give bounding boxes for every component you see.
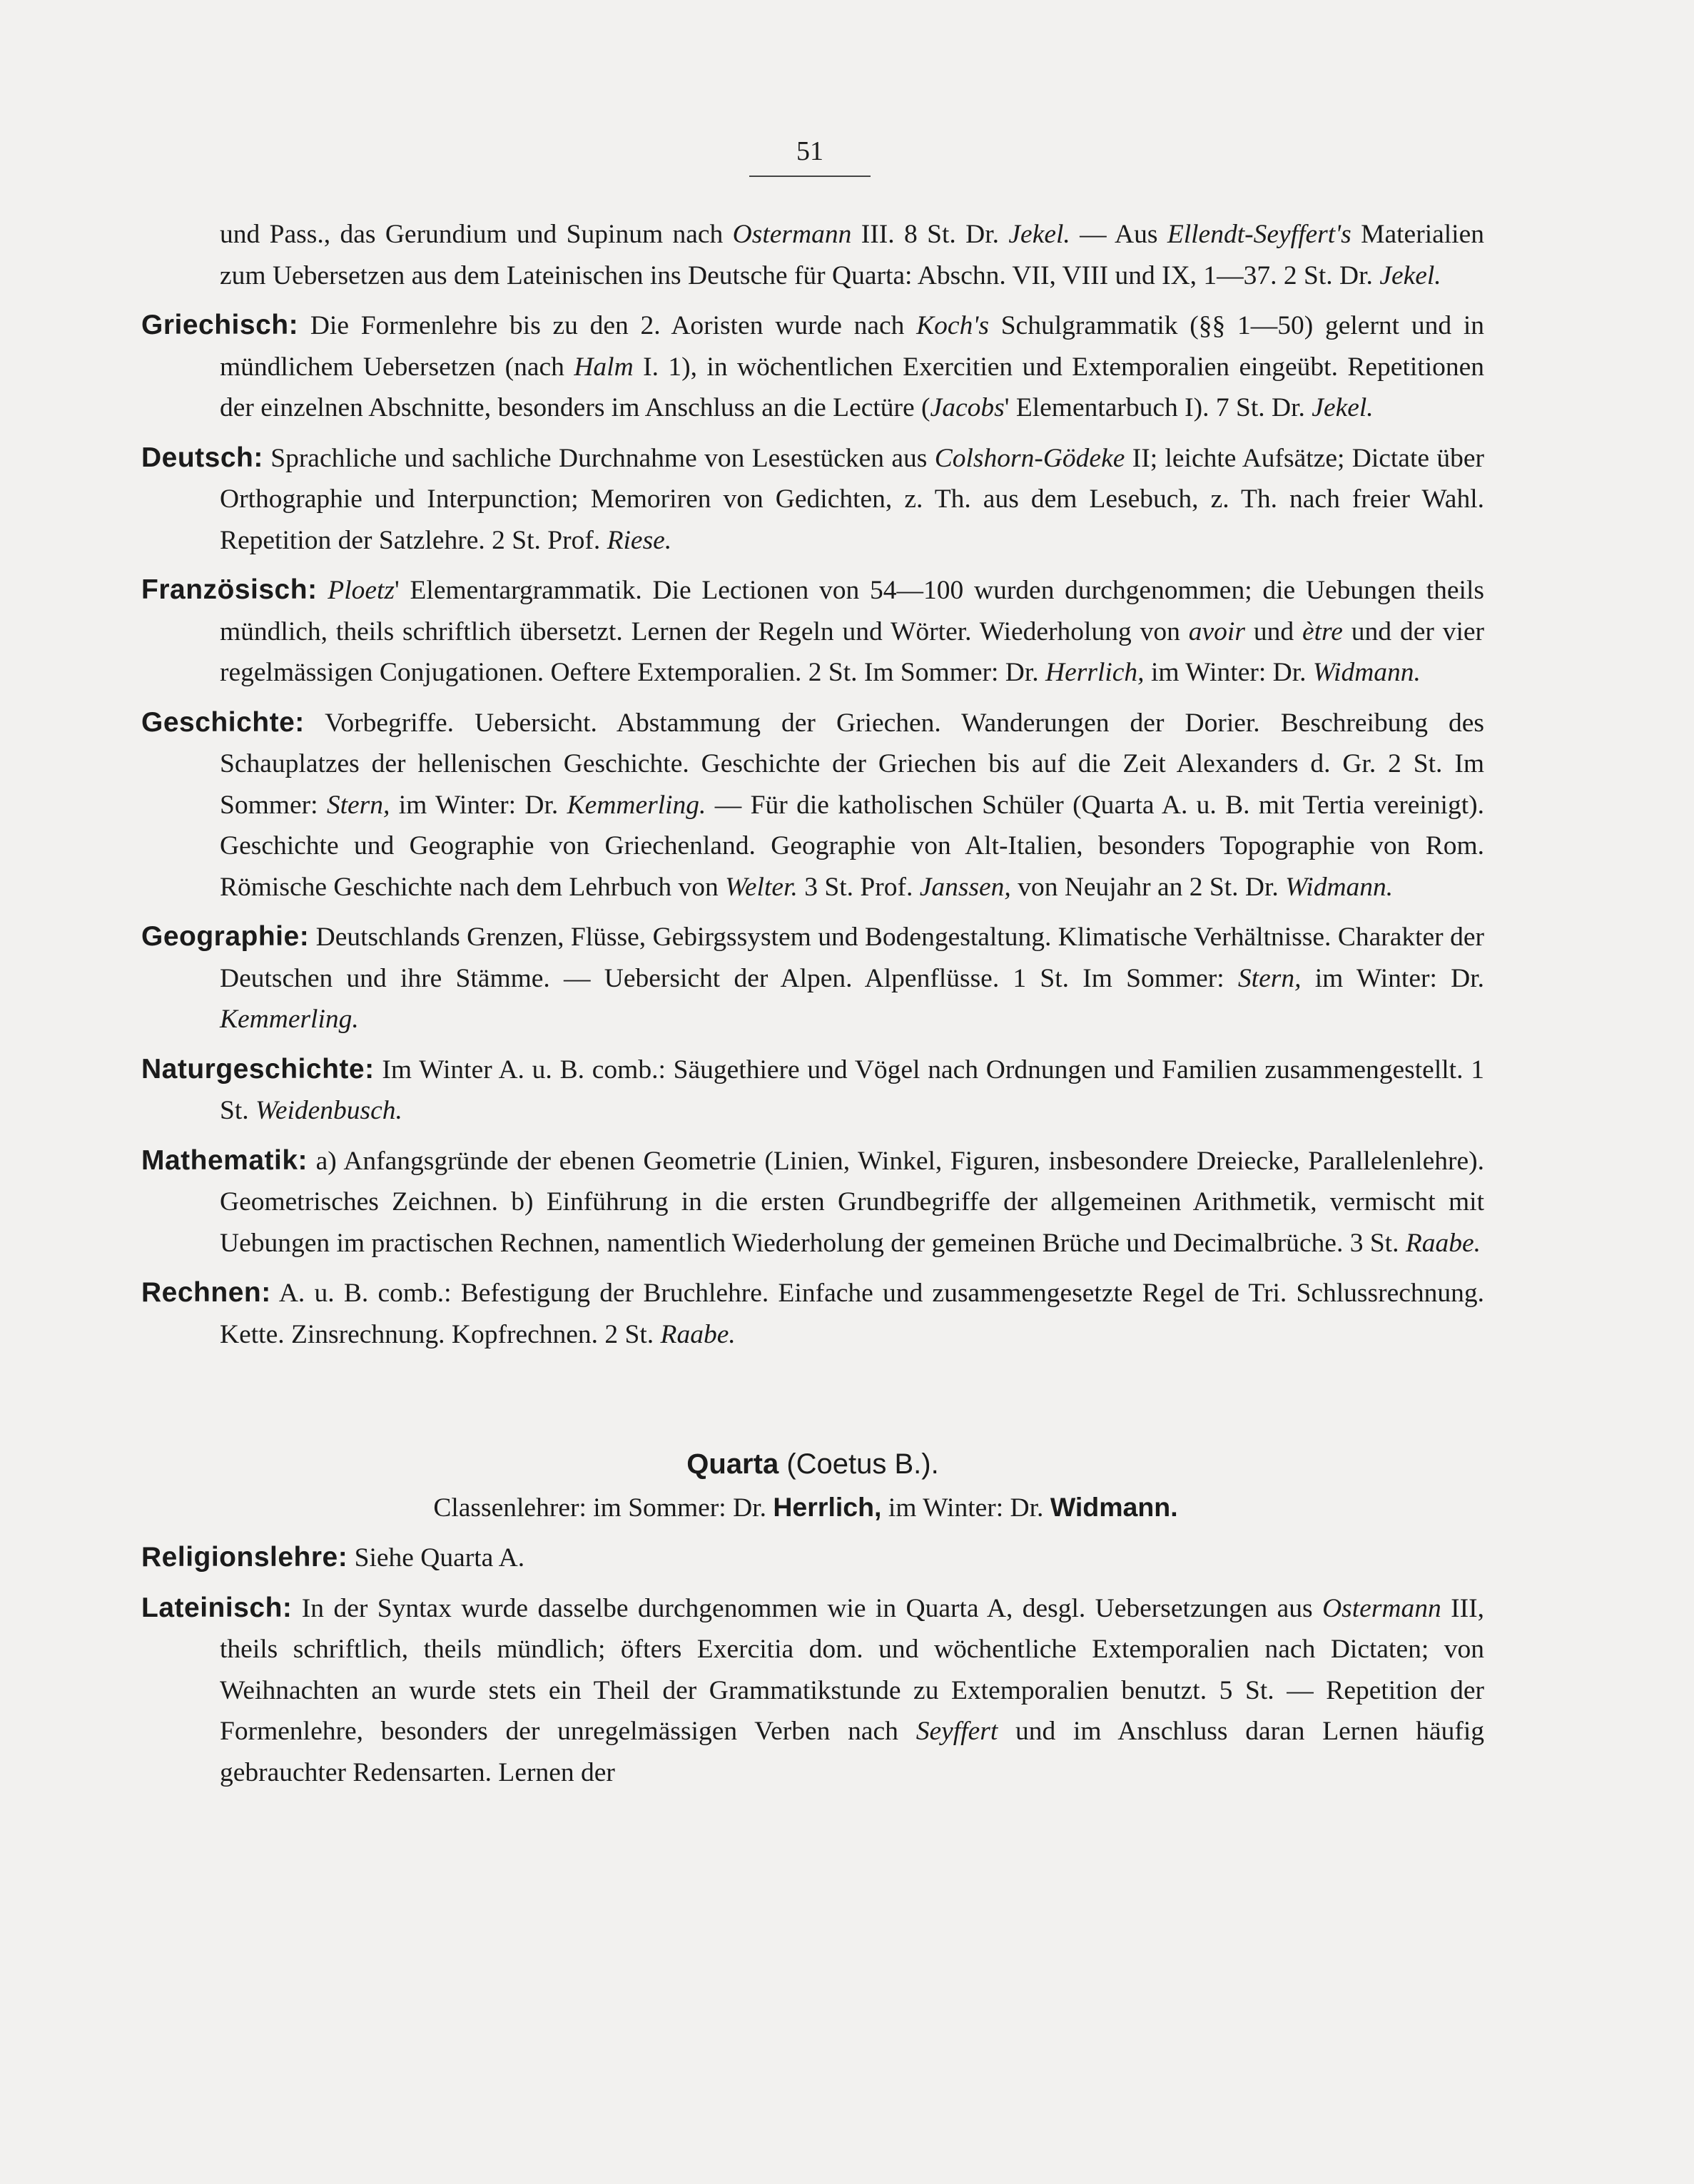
paragraph-religionslehre: Religionslehre: Siehe Quarta A. [141,1542,525,1573]
subject-heading: Mathematik: [141,1144,308,1176]
page-body [141,214,1484,1793]
class-teacher-line: Classenlehrer: im Sommer: Dr. Herrlich, im Winter: Dr. Widmann. [433,1491,1178,1523]
paragraph-continuation: und Pass., das Gerundium und Supinum nach Ostermann III. 8 St. Dr. Jekel. — Aus Ellendt-Seyffert's Materialien zum Uebersetzen aus dem Lateinischen ins Deutsche für Quarta: Abschn. VII, VIII und IX, 1—37. 2 St. Dr. Jekel. [220,220,1484,290]
subject-heading: Deutsch: [141,442,263,473]
paragraph-deutsch: Deutsch: Sprachliche und sachliche Durchnahme von Lesestücken aus Colshorn-Gödeke II; leichte Aufsätze; Dictate über Orthographie und Interpunction; Memoriren von Gedichten, z. Th. aus dem Lesebuch, z. Th. nach freier Wahl. Repetition der Satzlehre. 2 St. Prof. Riese. [141,442,1484,555]
paragraph-lateinisch: Lateinisch: In der Syntax wurde dasselbe durchgenommen wie in Quarta A, desgl. Uebersetzungen aus Ostermann III, theils schriftlich, theils mündlich; öfters Exercitia dom. und wöchentliche Extemporalien nach Dictaten; von Weihnachten an wurde stets ein Theil der Grammatikstunde zu Extemporalien benutzt. 5 St. — Repetition der Formenlehre, besonders der unregelmässigen Verben nach Seyffert und im Anschluss daran Lernen häufig gebrauchter Redensarten. Lernen der [141,1592,1484,1787]
page-number: 51 [796,136,823,166]
subject-heading: Griechisch: [141,310,299,340]
subject-heading: Religionslehre: [141,1542,348,1573]
paragraph-geschichte: Geschichte: Vorbegriffe. Uebersicht. Abstammung der Griechen. Wanderungen der Dorier. Beschreibung des Schauplatzes der hellenischen Geschichte. Geschichte der Griechen bis auf die Zeit Alexanders d. Gr. 2 St. Im Sommer: Stern, im Winter: Dr. Kemmerling. — Für die katholischen Schüler (Quarta A. u. B. mit Tertia vereinigt). Geschichte und Geographie von Griechenland. Geographie von Alt-Italien, besonders Topographie von Rom. Römische Geschichte nach dem Lehrbuch von Welter. 3 St. Prof. Janssen, von Neujahr an 2 St. Dr. Widmann. [141,706,1484,902]
subject-heading: Geschichte: [141,706,305,738]
page-number-rule [749,176,871,177]
subject-heading: Lateinisch: [141,1592,293,1623]
paragraph-mathematik: Mathematik: a) Anfangsgründe der ebenen Geometrie (Linien, Winkel, Figuren, insbesondere Dreiecke, Parallelenlehre). Geometrisches Zeichnen. b) Einführung in die ersten Grundbegriffe der allgemeinen Arithmetik, vermischt mit Uebungen im practischen Rechnen, namentlich Wiederholung der gemeinen Brüche und Decimalbrüche. 3 St. Raabe. [141,1144,1484,1258]
paragraph-naturgeschichte: Naturgeschichte: Im Winter A. u. B. comb.: Säugethiere und Vögel nach Ordnungen und Familien zusammengestellt. 1 St. Weidenbusch. [141,1053,1484,1125]
subject-heading: Geographie: [141,921,310,952]
paragraph-griechisch: Griechisch: Die Formenlehre bis zu den 2. Aoristen wurde nach Koch's Schulgrammatik (§§ 1—50) gelernt und in mündlichem Uebersetzen (nach Halm I. 1), in wöchentlichen Exercitien und Extemporalien eingeübt. Repetitionen der einzelnen Abschnitte, besonders im Anschluss an die Lectüre (Jacobs' Elementarbuch I). 7 St. Dr. Jekel. [141,310,1485,422]
subject-heading: Naturgeschichte: [141,1053,375,1085]
subject-heading: Französisch: [141,574,318,605]
paragraph-franzoesisch: Französisch: Ploetz' Elementargrammatik. Die Lectionen von 54—100 wurden durchgenommen; die Uebungen theils mündlich, theils schriftlich übersetzt. Lernen der Regeln und Wörter. Wiederholung von avoir und ètre und der vier regelmässigen Conjugationen. Oeftere Extemporalien. 2 St. Im Sommer: Dr. Herrlich, im Winter: Dr. Widmann. [141,574,1485,687]
section-title: Quarta (Coetus B.). [686,1448,939,1480]
paragraph-geographie: Geographie: Deutschlands Grenzen, Flüsse, Gebirgssystem und Bodengestaltung. Klimatische Verhältnisse. Charakter der Deutschen und ihre Stämme. — Uebersicht der Alpen. Alpenflüsse. 1 St. Im Sommer: Stern, im Winter: Dr. Kemmerling. [141,921,1484,1034]
subject-heading: Rechnen: [141,1277,271,1308]
paragraph-rechnen: Rechnen: A. u. B. comb.: Befestigung der Bruchlehre. Einfache und zusammengesetzte Regel de Tri. Schlussrechnung. Kette. Zinsrechnung. Kopfrechnen. 2 St. Raabe. [141,1277,1484,1349]
